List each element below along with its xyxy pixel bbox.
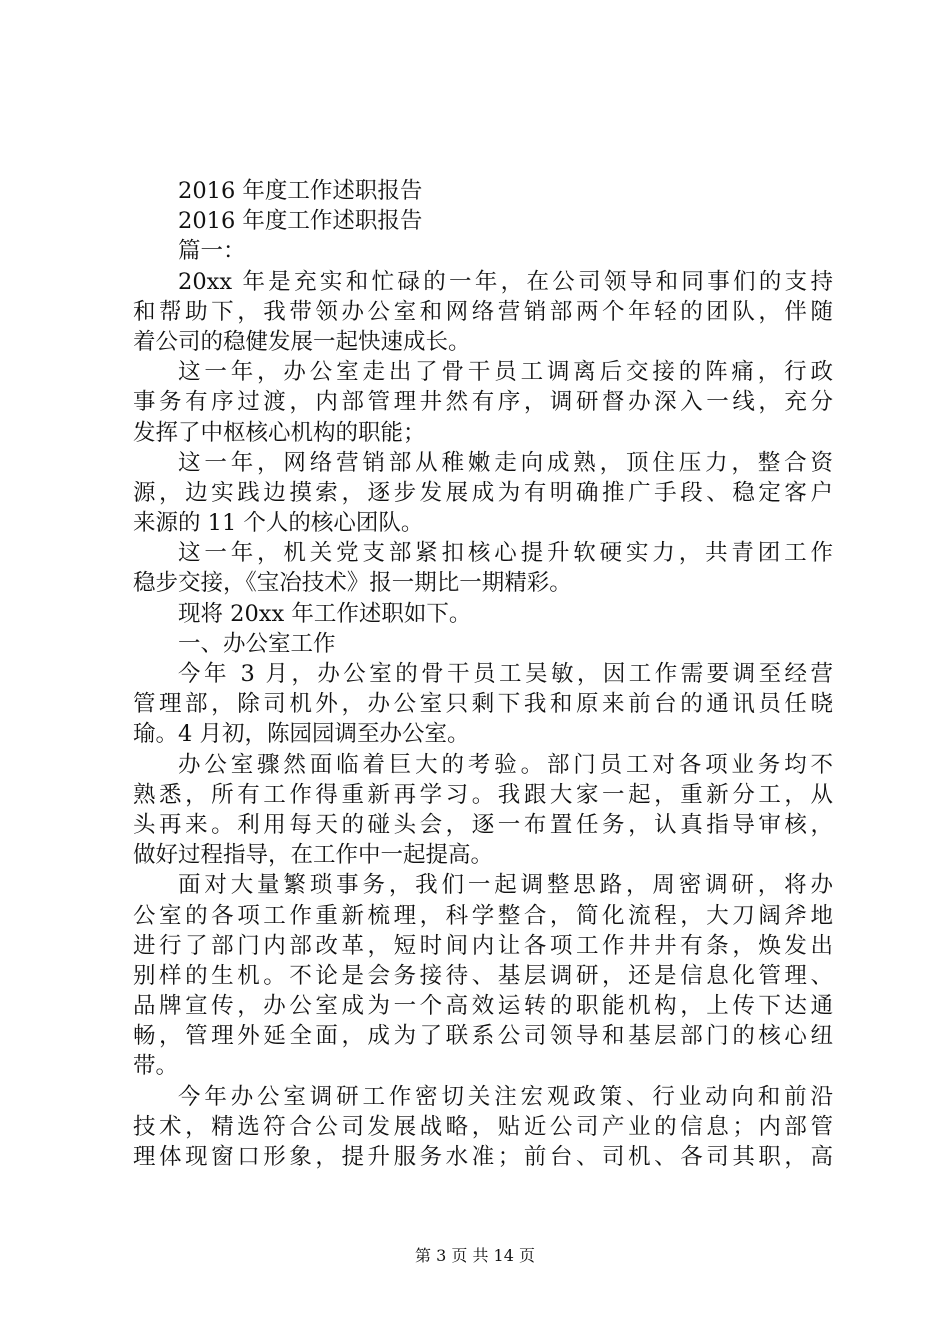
text-line: 瑜。4 月初，陈园园调至办公室。	[133, 721, 470, 748]
text-line: 熟悉，所有工作得重新再学习。我跟大家一起，重新分工，从	[133, 781, 833, 808]
text-line: 管理部，除司机外，办公室只剩下我和原来前台的通讯员任晓	[133, 691, 833, 718]
text-line: 现将 20xx 年工作述职如下。	[178, 600, 472, 627]
text-line: 事务有序过渡，内部管理井然有序，调研督办深入一线，充分	[133, 389, 833, 416]
text-line: 源，边实践边摸索，逐步发展成为有明确推广手段、稳定客户	[133, 479, 833, 506]
report-title-line: 2016 年度工作述职报告	[178, 208, 423, 235]
text-line: 20xx 年是充实和忙碌的一年，在公司领导和同事们的支持	[178, 268, 833, 295]
text-line: 畅，管理外延全面，成为了联系公司领导和基层部门的核心纽	[133, 1023, 833, 1050]
text-line: 头再来。利用每天的碰头会，逐一布置任务，认真指导审核，	[133, 811, 833, 838]
report-body	[133, 176, 833, 1172]
text-line: 做好过程指导，在工作中一起提高。	[133, 842, 494, 869]
text-line: 稳步交接，《宝冶技术》报一期比一期精彩。	[133, 570, 572, 597]
text-line: 篇一：	[178, 238, 246, 265]
text-line: 来源的 11 个人的核心团队。	[133, 510, 424, 537]
text-line: 这一年，网络营销部从稚嫩走向成熟，顶住压力，整合资	[178, 449, 833, 476]
text-line: 别样的生机。不论是会务接待、基层调研，还是信息化管理、	[133, 962, 833, 989]
text-line: 公室的各项工作重新梳理，科学整合，简化流程，大刀阔斧地	[133, 902, 833, 929]
text-line: 今年 3 月，办公室的骨干员工吴敏，因工作需要调至经营	[178, 661, 833, 687]
page-number-footer: 第 3 页 共 14 页	[415, 1246, 535, 1265]
text-line: 今年办公室调研工作密切关注宏观政策、行业动向和前沿	[178, 1083, 833, 1110]
text-line: 面对大量繁琐事务，我们一起调整思路，周密调研，将办	[178, 872, 833, 899]
text-line: 办公室骤然面临着巨大的考验。部门员工对各项业务均不	[178, 751, 833, 778]
report-title-line: 2016 年度工作述职报告	[178, 178, 423, 204]
text-line: 着公司的稳健发展一起快速成长。	[133, 328, 471, 355]
text-line: 技术，精选符合公司发展战略，贴近公司产业的信息；内部管	[133, 1113, 833, 1140]
text-line: 这一年，机关党支部紧扣核心提升软硬实力，共青团工作	[178, 540, 833, 567]
text-line: 进行了部门内部改革，短时间内让各项工作井井有条，焕发出	[133, 932, 833, 959]
text-line: 理体现窗口形象，提升服务水准；前台、司机、各司其职，高	[133, 1144, 833, 1170]
text-line: 这一年，办公室走出了骨干员工调离后交接的阵痛，行政	[178, 359, 833, 386]
text-line: 和帮助下，我带领办公室和网络营销部两个年轻的团队，伴随	[133, 298, 833, 325]
text-line: 带。	[133, 1053, 179, 1080]
text-line: 发挥了中枢核心机构的职能；	[133, 419, 426, 446]
text-line: 品牌宣传，办公室成为一个高效运转的职能机构，上传下达通	[133, 993, 833, 1020]
text-line: 一、办公室工作	[178, 630, 336, 657]
